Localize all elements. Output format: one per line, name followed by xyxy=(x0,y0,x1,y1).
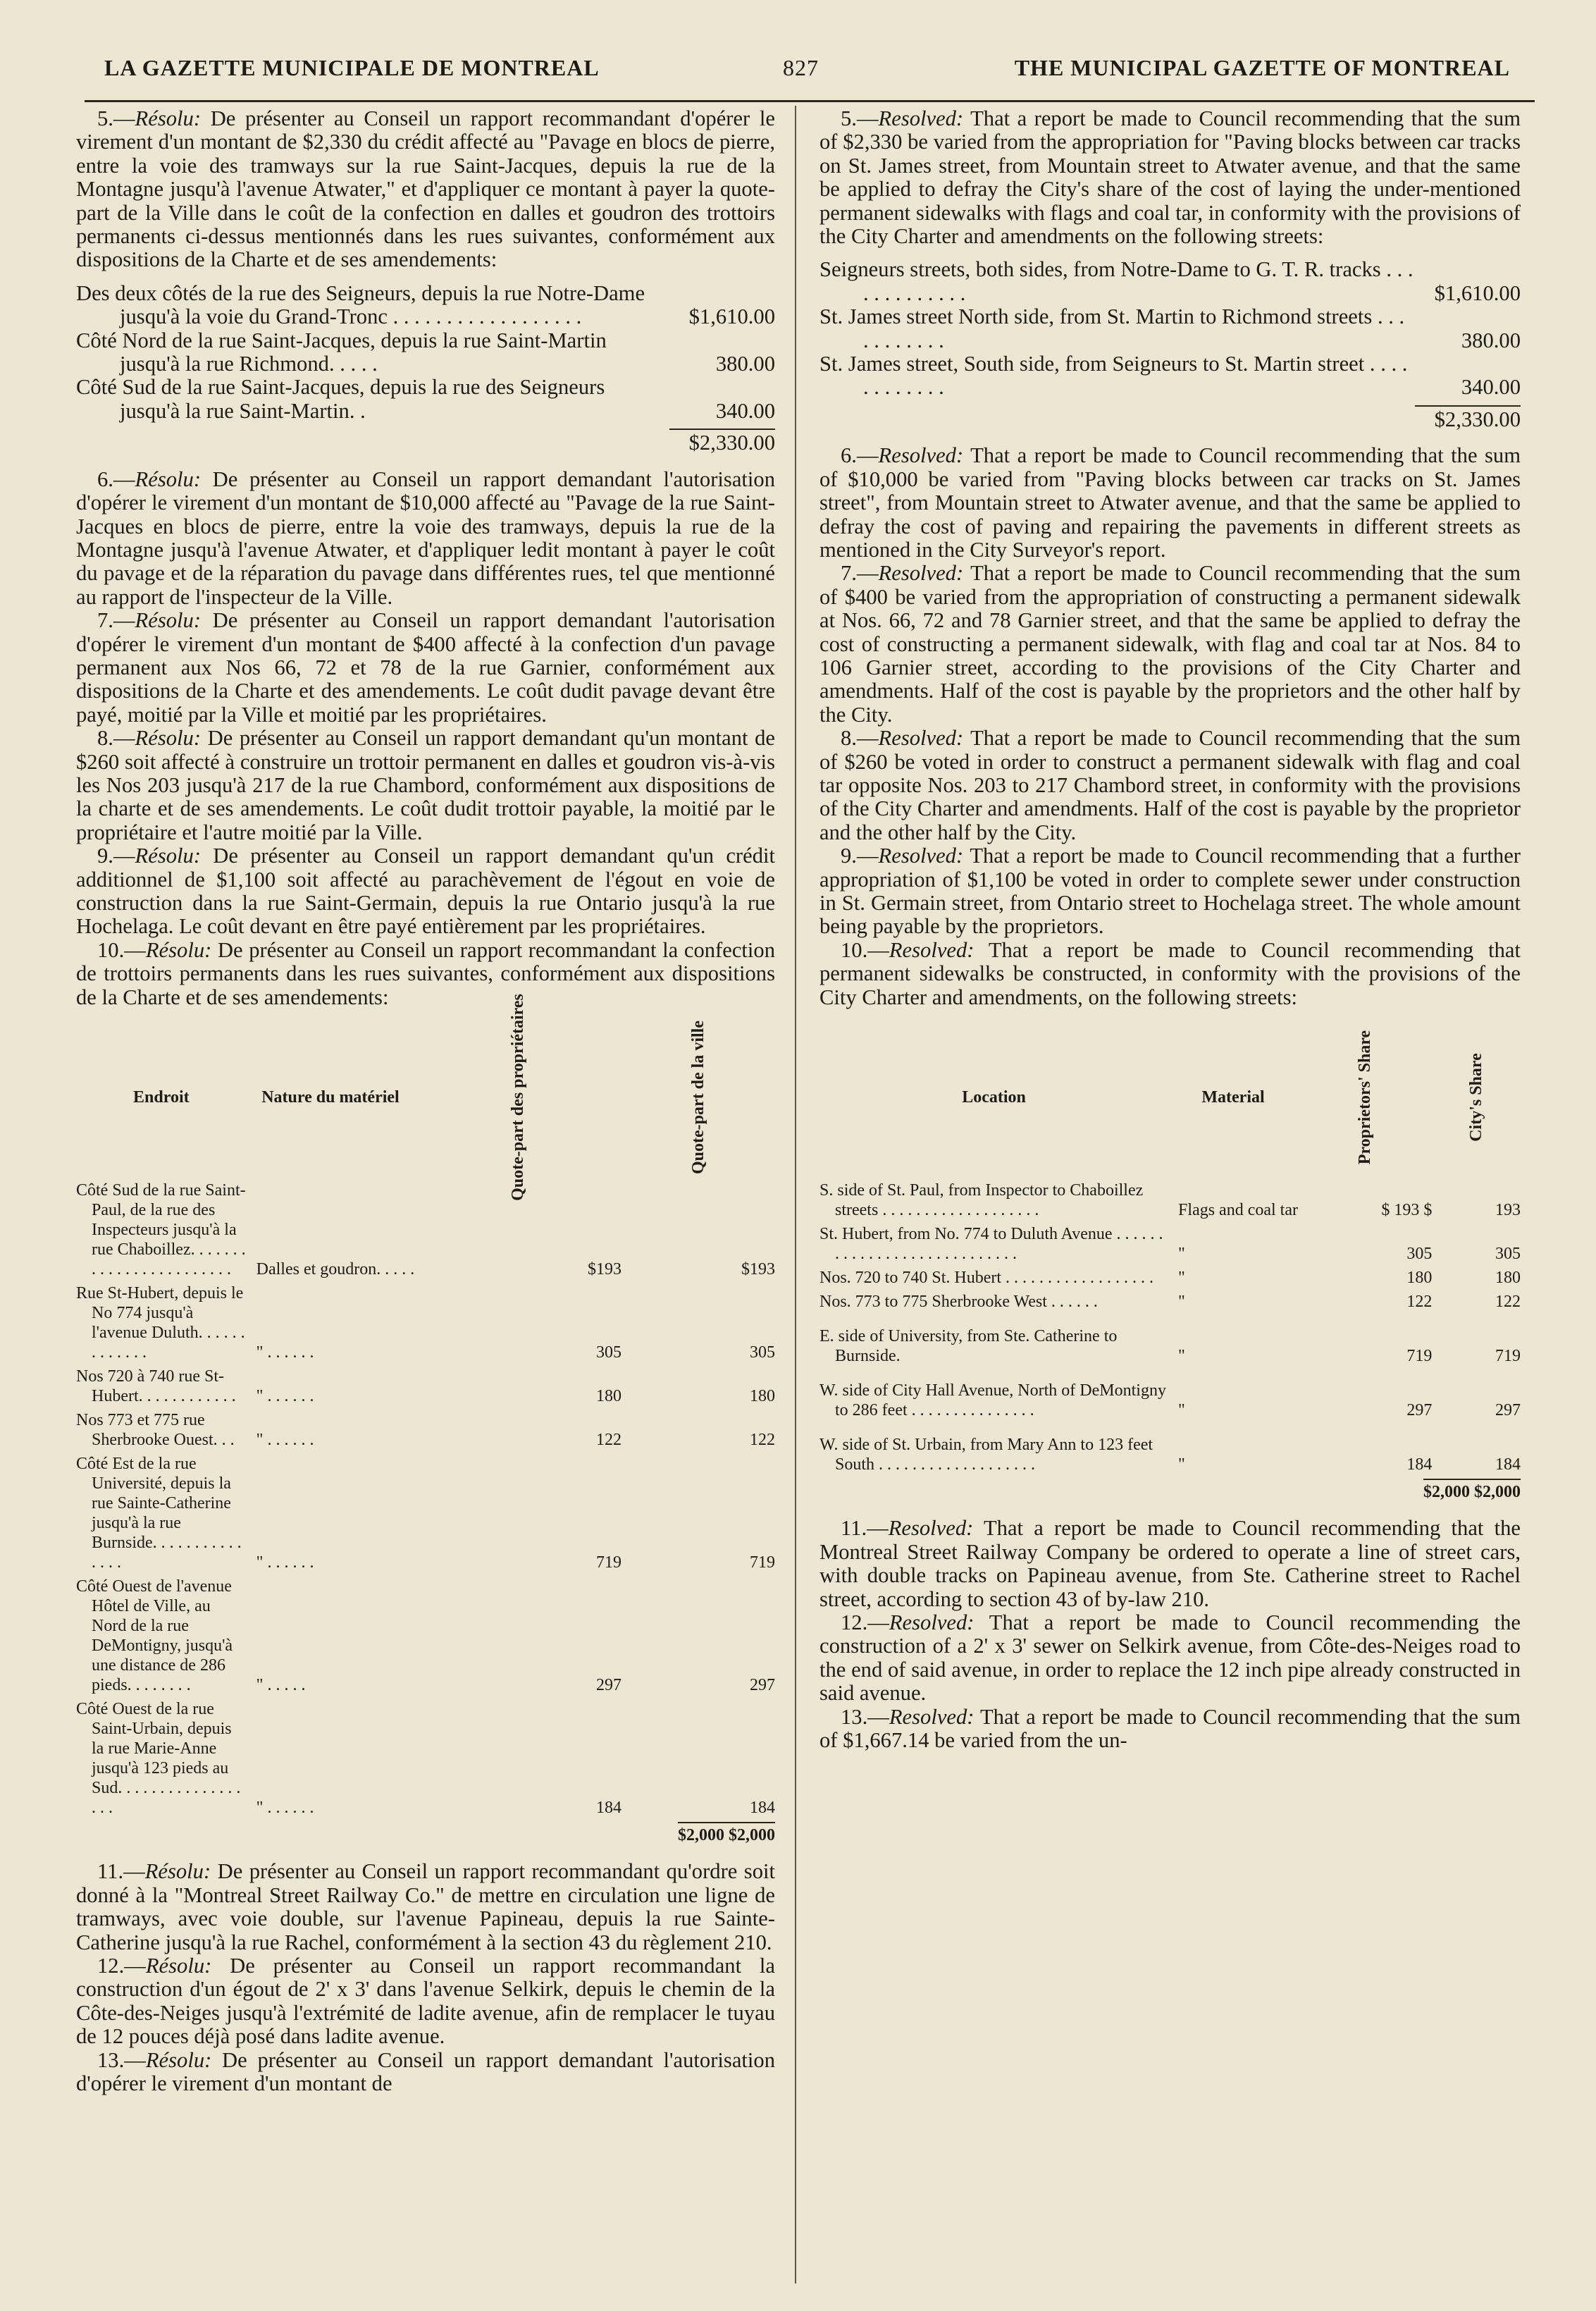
header-rule xyxy=(85,100,1535,102)
ledger-5-fr xyxy=(76,282,775,455)
ledger-row: St. James street, South side, from Seigneurs to St. Martin street . . . . . . . . . . . . 340.00 xyxy=(819,352,1521,400)
table-row: Côté Ouest de l'avenue Hôtel de Ville, au Nord de la rue DeMontigny, jusqu'à une distance de 286 pieds. . . . . . . . " . . . . . 297 297 xyxy=(76,1577,775,1695)
resolution-7-en: 7.—Resolved: That a report be made to Council recommending that the sum of $400 be varied from the appropriation of constructing a permanent sidewalk at Nos. 66, 72 and 78 Garnier street, and that the same be applied to defray the cost of constructing a permanent sidewalk, with flag and coal tar at Nos. 84 to 106 Garnier street, according to the provisions of the City Charter and amendments. Half of the cost is payable by the proprietors and the other half by the City. xyxy=(819,561,1521,727)
col-header-owners: Proprietors' Share xyxy=(1356,1030,1375,1165)
table-row: Côté Sud de la rue Saint-Paul, de la rue des Inspecteurs jusqu'à la rue Chaboillez. . . . . . . . . . . . . . . . . . . . . . . . Dalles et goudron. . . . . $193 $193 xyxy=(76,1181,775,1279)
table-row: S. side of St. Paul, from Inspector to Chaboillez streets . . . . . . . . . . . . . . . . . . . Flags and coal tar $ 193 $ 193 xyxy=(819,1181,1521,1220)
table-row: Nos. 720 to 740 St. Hubert . . . . . . . . . . . . . . . . . . " 180 180 xyxy=(819,1269,1521,1288)
resolution-12-en: 12.—Resolved: That a report be made to Council recommending the construction of a 2' x 3' sewer on Selkirk avenue, from Côte-des-Neiges road to the end of said avenue, in order to replace the 12 inch pipe already constructed in said avenue. xyxy=(819,1610,1521,1706)
table-row: Nos 720 à 740 rue St-Hubert. . . . . . . . . . . . " . . . . . . 180 180 xyxy=(76,1367,775,1406)
resolution-10-en: 10.—Resolved: That a report be made to Council recommending that permanent sidewalks be constructed, in conformity with the provisions of the City Charter and amendments, on the following streets: xyxy=(819,937,1521,1009)
table-header xyxy=(76,1016,775,1178)
resolution-13-en: 13.—Resolved: That a report be made to Council recommending that the sum of $1,667.14 be varied from the un- xyxy=(819,1704,1521,1753)
table-row: St. Hubert, from No. 774 to Duluth Avenue . . . . . . . . . . . . . . . . . . . . . . . . . . . . " 305 305 xyxy=(819,1225,1521,1264)
page-header xyxy=(104,55,1510,89)
total-rule xyxy=(1415,405,1521,407)
resolution-11-en: 11.—Resolved: That a report be made to Council recommending that the Montreal Street Railway Company be ordered to operate a line of street cars, with double tracks on Papineau avenue, from Ste. Catherine street to Rachel street, according to section 43 of by-law 210. xyxy=(819,1516,1521,1611)
ledger-row: St. James street North side, from St. Martin to Richmond streets . . . . . . . . . . . 380.00 xyxy=(819,304,1521,352)
ledger-row: Des deux côtés de la rue des Seigneurs, depuis la rue Notre-Dame jusqu'à la voie du Grand-Tronc . . . . . . . . . . . . . . . . . . $1,610.00 xyxy=(76,281,775,329)
resolution-7-fr: 7.—Résolu: De présenter au Conseil un rapport demandant l'autorisation d'opérer le virement d'un montant de $400 affecté à la confection d'un pavage permanent aux Nos 66, 72 et 78 de la rue Garnier, conformément aux dispositions de la Charte et des amendements. Le coût dudit pavage devant être payé, moitié par la Ville et moitié par les propriétaires. xyxy=(76,608,775,727)
resolution-8-fr: 8.—Résolu: De présenter au Conseil un rapport demandant qu'un montant de $260 soit affecté à construire un trottoir permanent en dalles et goudron vis-à-vis les Nos 203 jusqu'à 217 de la rue Chambord, conformément aux dispositions de la charte et de ses amendements. Le coût dudit trottoir payable, la moitié par le propriétaire et l'autre moitié par la Ville. xyxy=(76,726,775,844)
ledger-5-en xyxy=(819,258,1521,431)
resolution-12-fr: 12.—Résolu: De présenter au Conseil un rapport recommandant la construction d'un égout de 2' x 3' dans l'avenue Selkirk, depuis le chemin de la Côte-des-Neiges jusqu'à l'extrémité de ladite avenue, afin de remplacer le tuyau de 12 pouces déjà posé dans ladite avenue. xyxy=(76,1954,775,2049)
french-column xyxy=(76,107,775,2096)
resolution-6-en: 6.—Resolved: That a report be made to Council recommending that the sum of $10,000 be varied from "Paving blocks between car tracks on St. James street", from Mountain street to Atwater avenue, and that the same be applied to defray the cost of paving and repairing the pavements in different streets as mentioned in the City Surveyor's report. xyxy=(819,443,1521,562)
resolution-11-fr: 11.—Résolu: De présenter au Conseil un rapport recommandant qu'ordre soit donné à la "Montreal Street Railway Co." de mettre en circulation une ligne de tramways, avec voie double, sur l'avenue Papineau, depuis la rue Sainte-Catherine jusqu'à la rue Rachel, conformément à la section 43 du règlement 210. xyxy=(76,1859,775,1954)
col-header-material: Nature du matériel xyxy=(261,1088,400,1107)
ledger-total-en: $2,330.00 xyxy=(1434,407,1521,431)
english-column xyxy=(819,107,1521,1753)
table-totals-en: $2,000 $2,000 xyxy=(819,1481,1521,1504)
resolution-9-en: 9.—Resolved: That a report be made to Council recommending that a further appropriation of $1,100 be voted in order to complete sewer under construction in St. Germain street, from Ontario street to Hochelaga street. The whole amount being payable by the proprietors. xyxy=(819,844,1521,939)
col-header-city: Quote-part de la ville xyxy=(689,1021,708,1175)
table-row: Rue St-Hubert, depuis le No 774 jusqu'à l'avenue Duluth. . . . . . . . . . . . . " . . . . . . 305 305 xyxy=(76,1284,775,1362)
table-row: E. side of University, from Ste. Catherine to Burnside. " 719 719 xyxy=(819,1327,1521,1366)
table-row: Côté Ouest de la rue Saint-Urbain, depuis la rue Marie-Anne jusqu'à 123 pieds au Sud. . . . . . . . . . . . . . . . . . " . . . . . . 184 184 xyxy=(76,1700,775,1818)
ledger-row: Côté Sud de la rue Saint-Jacques, depuis la rue des Seigneurs jusqu'à la rue Saint-Martin. . 340.00 xyxy=(76,375,775,423)
resolution-13-fr: 13.—Résolu: De présenter au Conseil un rapport demandant l'autorisation d'opérer le virement d'un montant de xyxy=(76,2047,775,2096)
table-row: Nos. 773 to 775 Sherbrooke West . . . . . . " 122 122 xyxy=(819,1293,1521,1312)
resolution-5-fr: 5.—Résolu: De présenter au Conseil un rapport recommandant d'opérer le virement d'un montant de $2,330 du crédit affecté au "Pavage en blocs de pierre, entre la voie des tramways sur la rue Saint-Jacques, depuis la rue de la Montagne jusqu'à l'avenue Atwater," et d'appliquer ce montant à payer la quote-part de la Ville dans le coût de la confection en dalles et goudron des trottoirs permanents ci-dessus mentionnés dans les rues suivantes, conformément aux dispositions de la Charte et de ses amendements: xyxy=(76,106,775,272)
sidewalk-table-en xyxy=(819,1016,1521,1477)
col-header-owners: Quote-part des propriétaires xyxy=(509,994,528,1201)
resolution-10-fr: 10.—Résolu: De présenter au Conseil un rapport recommandant la confection de trottoirs permanents dans les rues suivantes, conformément aux dispositions de la Charte et de ses amendements: xyxy=(76,937,775,1009)
table-row: W. side of City Hall Avenue, North of DeMontigny to 286 feet . . . . . . . . . . . . . . . " 297 297 xyxy=(819,1381,1521,1420)
resolution-9-fr: 9.—Résolu: De présenter au Conseil un rapport demandant qu'un crédit additionnel de $1,100 soit affecté au parachèvement de l'égout en voie de construction dans la rue Saint-Germain, depuis la rue Ontario jusqu'à la rue Hochelaga. Le coût devant en être payé entièrement par les propriétaires. xyxy=(76,844,775,939)
header-title-english: THE MUNICIPAL GAZETTE OF MONTREAL xyxy=(1014,55,1510,80)
table-row: Nos 773 et 775 rue Sherbrooke Ouest. . . " . . . . . . 122 122 xyxy=(76,1411,775,1450)
ledger-total-fr: $2,330.00 xyxy=(688,431,775,455)
ledger-row: Seigneurs streets, both sides, from Notre-Dame to G. T. R. tracks . . . . . . . . . . . . . $1,610.00 xyxy=(819,257,1521,305)
resolution-5-en: 5.—Resolved: That a report be made to Council recommending that the sum of $2,330 be varied from the appropriation for "Paving blocks between car tracks on St. James street, from Mountain street to Atwater avenue, and that the same be applied to defray the City's share of the cost of laying the under-mentioned permanent sidewalks with flags and coal tar, in conformity with the provisions of the City Charter and amendments on the following streets: xyxy=(819,106,1521,249)
column-divider xyxy=(795,106,796,2284)
page-number: 827 xyxy=(783,55,819,80)
col-header-material: Material xyxy=(1201,1088,1265,1107)
table-header xyxy=(819,1016,1521,1178)
sidewalk-table-fr xyxy=(76,994,775,1820)
header-title-french: LA GAZETTE MUNICIPALE DE MONTREAL xyxy=(104,55,600,80)
col-header-place: Location xyxy=(962,1088,1026,1107)
table-row: Côté Est de la rue Université, depuis la rue Sainte-Catherine jusqu'à la rue Burnside. . . . . . . . . . . . . . . " . . . . . . 719 719 xyxy=(76,1455,775,1572)
table-totals-fr: $2,000 $2,000 xyxy=(76,1824,775,1847)
table-row: W. side of St. Urbain, from Mary Ann to 123 feet South . . . . . . . . . . . . . . . . . . . " 184 184 xyxy=(819,1436,1521,1474)
resolution-8-en: 8.—Resolved: That a report be made to Council recommending that the sum of $260 be voted in order to construct a permanent sidewalk with flag and coal tar opposite Nos. 203 to 217 Chambord street, in conformity with the provisions of the City Charter and amendments. Half of the cost is payable by the proprietor and the other half by the City. xyxy=(819,726,1521,844)
col-header-city: City's Share xyxy=(1467,1053,1486,1142)
resolution-6-fr: 6.—Résolu: De présenter au Conseil un rapport demandant l'autorisation d'opérer le virement d'un montant de $10,000 affecté au "Pavage de la rue Saint-Jacques en blocs de pierre, entre la voie des tramways, depuis la rue de la Montagne jusqu'à l'avenue Atwater, et d'appliquer ledit montant à payer le coût du pavage et de la réparation du pavage dans différentes rues, tel que mentionné au rapport de l'inspecteur de la Ville. xyxy=(76,467,775,609)
total-rule xyxy=(669,429,775,430)
col-header-place: Endroit xyxy=(133,1088,190,1107)
ledger-row: Côté Nord de la rue Saint-Jacques, depuis la rue Saint-Martin jusqu'à la rue Richmond. . . . . 380.00 xyxy=(76,328,775,376)
